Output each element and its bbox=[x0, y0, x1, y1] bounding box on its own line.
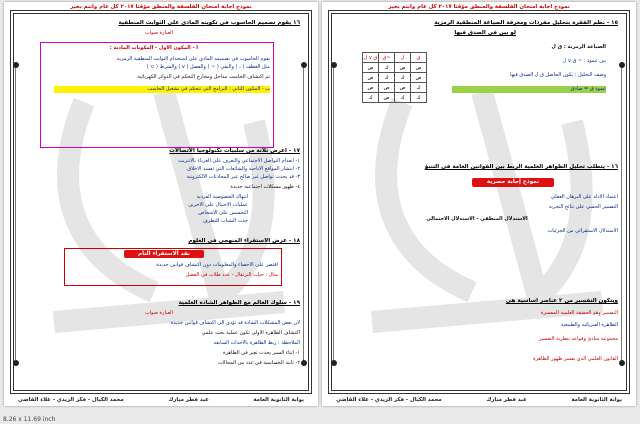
truth-table bbox=[362, 52, 427, 103]
footer-authors: محمد الكيال - فكر الزيدي - علاء القاضي bbox=[336, 397, 442, 403]
text-line: لأن بعض المشكلات الشاذة قد تؤدي الى اكتشاف قوانين جديدة bbox=[170, 320, 300, 326]
question-title: ١٨ - عرض الاستقراء المنهجي في العلوم bbox=[188, 238, 300, 244]
table-cell: ص bbox=[379, 93, 395, 103]
section-heading: أ - المكون الاول - المكونات المادية : bbox=[109, 45, 198, 51]
text-line: مثل العطف ( ، ) والنفي ( ~ ) والفصل ( v ) والشرط ( ⊃ ) bbox=[146, 64, 270, 70]
text-line: الظاهرة الفيزيائية والطبيعية bbox=[561, 322, 618, 328]
text-line: التفسير وهو الحقيقة العلمية المفسرة bbox=[540, 310, 618, 316]
question-title: ١٩ - سلوك العالم مع الظواهر الشاذة العلمية bbox=[178, 300, 300, 306]
text-line: التفسير الحسي على نتائج التجربة bbox=[548, 204, 618, 210]
table-row bbox=[363, 63, 427, 73]
question-title: ١٥ - نظم الفقرة بتحليل مفردات ومعرفة الصياغة المنطقية الرمزية bbox=[434, 20, 618, 26]
margin-bar-right bbox=[618, 62, 626, 366]
table-cell: ك bbox=[379, 63, 395, 73]
footer-authors2: عبد فطر مبارك bbox=[168, 397, 209, 403]
footer-authors: محمد الكيال - فكر الزيدي - علاء القاضي bbox=[18, 397, 124, 403]
table-row bbox=[363, 93, 427, 103]
table-header-cell: ق bbox=[411, 53, 427, 63]
table-row bbox=[363, 83, 427, 93]
text-line: ٤- ظهور مشكلات اجتماعية جديدة bbox=[230, 184, 300, 190]
question-subtitle: لو بين في الصدق فيها bbox=[454, 30, 516, 36]
margin-bar-right bbox=[300, 62, 308, 366]
answer-verdict: العبارة صواب bbox=[145, 30, 173, 36]
question-title: ١٦ يقوم تصميم الحاسوب في تكوينه المادي على الثوابت المنطقية bbox=[118, 20, 300, 26]
text-line: ١- اثناء السير يحدث تغير في الظاهرة bbox=[223, 350, 300, 356]
table-cell: ك bbox=[395, 73, 411, 83]
highlighted-line: عمود ق = صادق bbox=[452, 86, 606, 93]
table-cell: ص bbox=[363, 83, 379, 93]
list-item: انتهاك الخصوصية الفردية bbox=[196, 194, 248, 200]
text-line: الصياغة الرمزية : ق ل bbox=[551, 44, 606, 50]
page-footer bbox=[18, 395, 304, 405]
text-line: ٣- قد يحدث تواصل غير صالح عبر المحادثات الالكترونية bbox=[186, 174, 300, 180]
text-line: ٢- انتشار المواقع الاباحية والشائعات التي تفسد الاخلاق bbox=[187, 166, 300, 172]
red-tag: نموذج إجابة حصرية bbox=[472, 178, 554, 187]
text-line: يقوم الحاسوب في تصميمه المادي على استخدام الثوابت المنطقية الرمزية bbox=[116, 56, 270, 62]
page-header: نموذج اجابة امتحان الفلسفة والمنطق مؤقتا ٢٠١٧ كل عام وانتم بخير bbox=[388, 4, 570, 10]
table-header-cell: ق v ل bbox=[363, 54, 378, 61]
text-line: الملاحظة : ربط الظاهرة بالاحداث السابقة bbox=[213, 340, 300, 346]
table-header-cell: ل bbox=[395, 53, 411, 63]
question-title: ١٧ - اعرض ثلاثة من سلبيات تكنولوجيا الاتصالات bbox=[169, 148, 300, 154]
page-size-label: 8.26 x 11.69 inch bbox=[3, 416, 56, 423]
list-item: عمليات الاحتيال على الاخرين bbox=[188, 202, 248, 208]
table-cell: ك bbox=[411, 83, 427, 93]
table-cell: ص bbox=[395, 63, 411, 73]
table-cell: ص bbox=[379, 83, 395, 93]
question-title: ١٦ - يتطلب تحليل الظواهر العلمية الربط بين القوانين العامة في التنبؤ bbox=[424, 164, 618, 170]
table-cell: ك bbox=[363, 93, 379, 103]
text-line: القانون العلمي الذي يفسر ظهور الظاهرة bbox=[532, 356, 618, 362]
page-footer bbox=[336, 395, 622, 405]
text-line: الاستدلال الاستقرائي من الجزئيات bbox=[547, 228, 618, 234]
red-tag: نقد الاستقراء التام bbox=[124, 250, 204, 258]
list-item: التجسس على الاشخاص bbox=[198, 210, 248, 216]
table-cell: ك bbox=[379, 73, 395, 83]
list-item: جذب الشباب للتطرف bbox=[202, 218, 248, 224]
text-line: اقتصر على الاحصاء والمعلومات دون اكتشاف قوانين جديدة bbox=[156, 262, 278, 268]
table-cell: ك bbox=[411, 93, 427, 103]
table-row bbox=[363, 73, 427, 83]
table-cell: ص bbox=[411, 73, 427, 83]
example-line: مثال : حيات البرتقال - عدد طلاب في الفصل bbox=[185, 272, 278, 278]
text-line: الاستدلال المنطقي - الاستدلال الاحتمالي bbox=[426, 216, 528, 222]
text-line: ٢- ثابتة الحساسية في عدد من المجالات bbox=[217, 360, 300, 366]
footer-authors2: عبد فطر مبارك bbox=[486, 397, 527, 403]
document-page-right bbox=[322, 2, 636, 406]
text-line: اكتشاف الظاهرة الأولى تكون عملية بحث علمي bbox=[201, 330, 300, 336]
table-cell: ص bbox=[363, 63, 379, 73]
page-header: نموذج اجابة امتحان الفلسفة والمنطق مؤقتا ٢٠١٧ كل عام وانتم بخير bbox=[70, 4, 252, 10]
text-line: ويتكون التفسير من ٢ عناصر اساسية هي bbox=[505, 298, 618, 304]
table-cell: ك bbox=[395, 93, 411, 103]
text-line: بين عمود : ~ ق v ل bbox=[562, 58, 606, 64]
text-line: ثم اكتشاف الحاسب مداخل ومخارج التحكم في الدوائر الكهربائية bbox=[137, 74, 270, 80]
table-cell: ص bbox=[363, 73, 379, 83]
answer-verdict: العبارة صواب bbox=[145, 310, 173, 316]
text-line: مجموعة مبادئ وقواعد بنظرية التفسير bbox=[538, 336, 618, 342]
document-page-left bbox=[4, 2, 318, 406]
table-cell: ص bbox=[411, 63, 427, 73]
margin-bar-left bbox=[330, 62, 338, 366]
table-header-cell: ~ق bbox=[379, 53, 395, 63]
table-header-row bbox=[363, 53, 427, 63]
table-cell: ص bbox=[395, 83, 411, 93]
text-line: وصف التحليل : يكون الحاصل ق ل الصدق فيها bbox=[510, 72, 606, 78]
footer-portal: بوابة الثانوية العامة bbox=[571, 397, 622, 403]
highlighted-line: ب - المكون الثاني : البرامج التي تتحكم في تشغيل الحاسب bbox=[54, 86, 270, 93]
text-line: اعتماد الادلة على البرهان العقلي bbox=[550, 194, 618, 200]
footer-portal: بوابة الثانوية العامة bbox=[253, 397, 304, 403]
text-line: ١- انعدام التواصل الاجتماعي والتعرف على الغرباء بالانترنت bbox=[178, 158, 300, 164]
